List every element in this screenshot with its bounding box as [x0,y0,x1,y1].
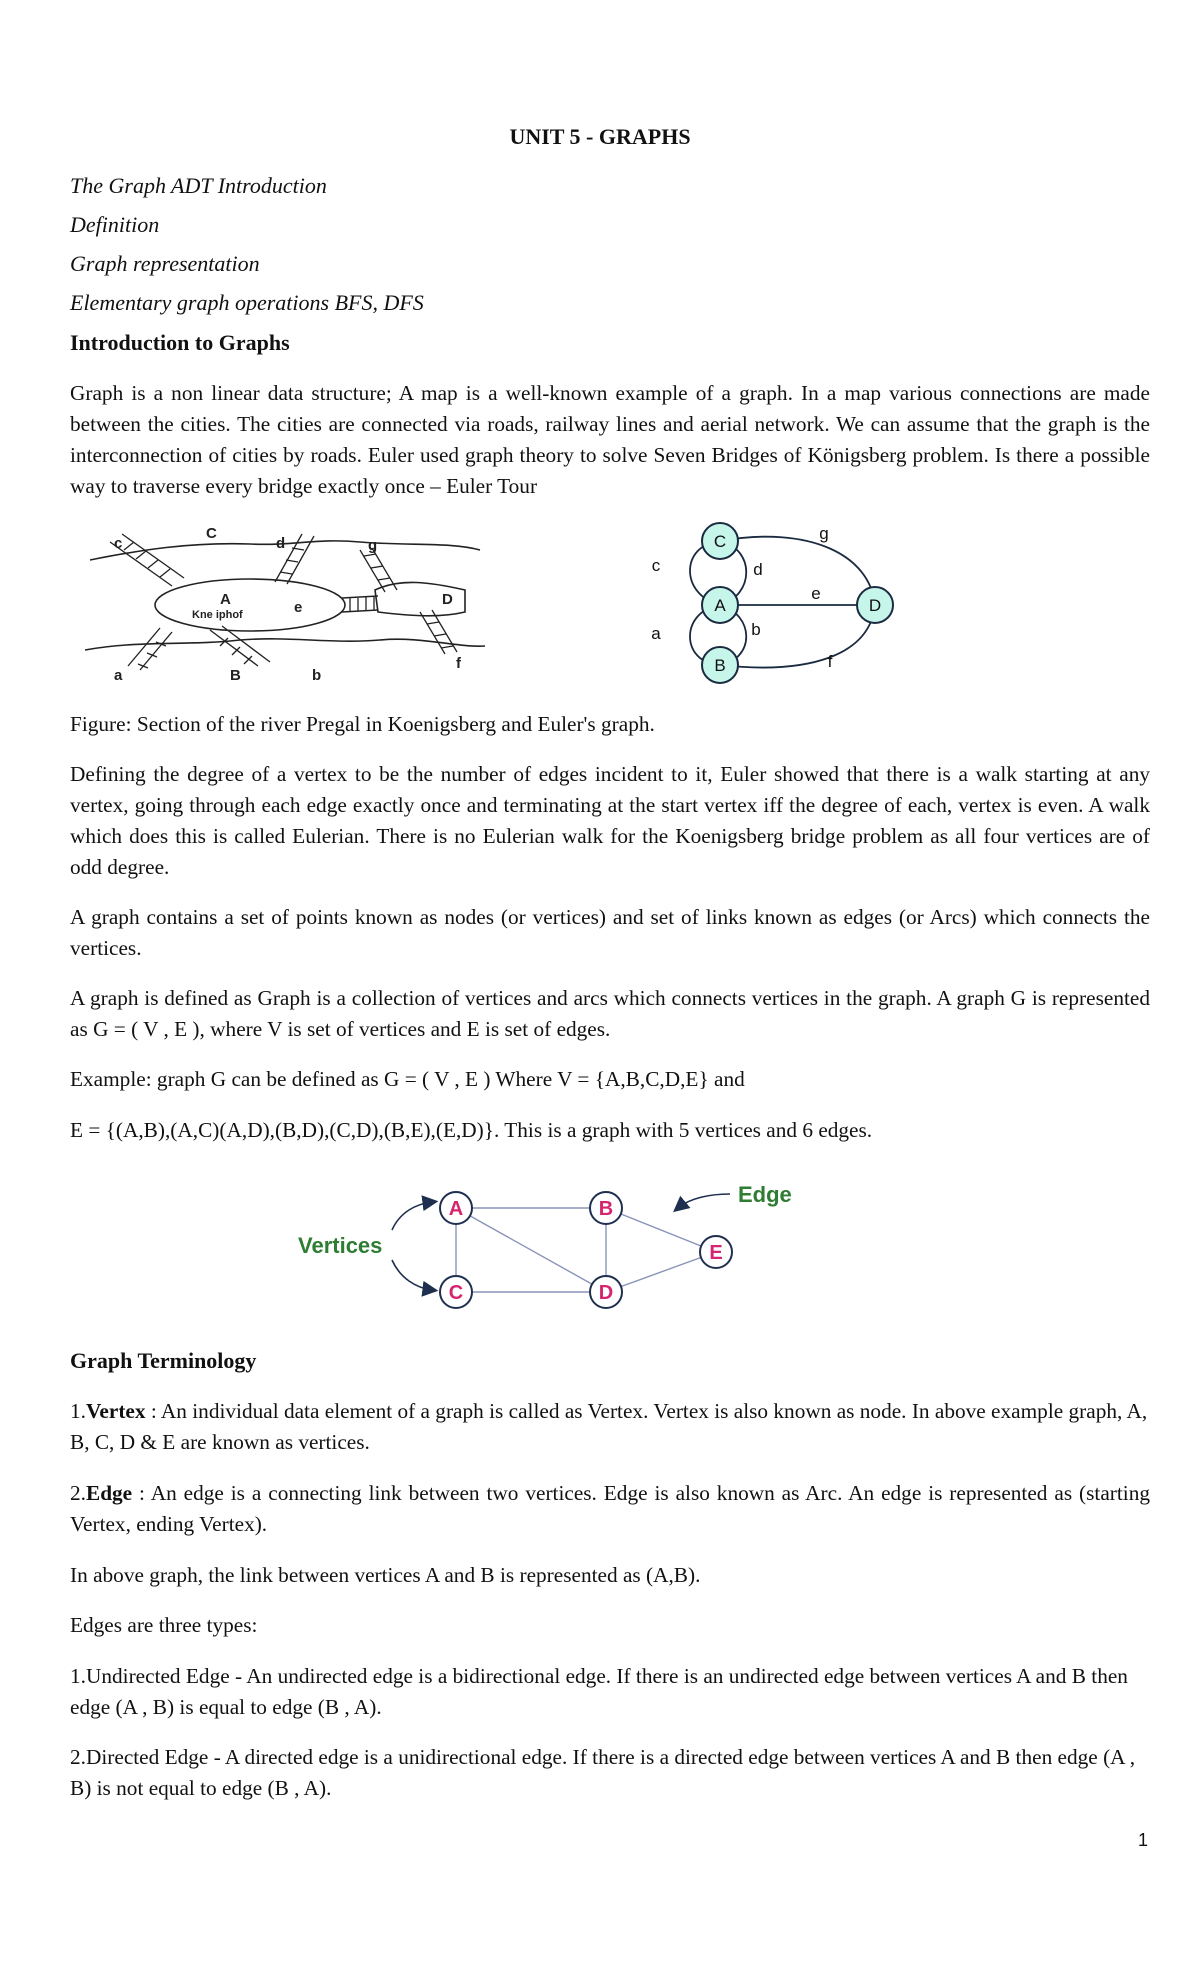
sketch-label-d: d [276,535,286,552]
euler-edge-label: f [827,652,833,671]
topic-item: Elementary graph operations BFS, DFS [70,290,424,315]
page-title: UNIT 5 - GRAPHS [509,124,691,149]
example-graph [290,1170,810,1315]
euler-graph [640,515,910,690]
example-vertex-label: B [598,1198,614,1220]
edge-annotation: Edge [738,1182,792,1207]
sketch-label-b: b [312,667,322,684]
vertices-annotation: Vertices [298,1233,383,1258]
graph-definition-paragraph: A graph is defined as Graph is a collection of vertices and arcs which connects vertices in the graph. A graph G is represented as G = ( V , E ), where V is set of vertices and E is set of edges. [70,986,1150,1041]
edge-def-number: 2. [70,1481,86,1505]
edge-types-paragraph: Edges are three types: [70,1613,258,1637]
euler-vertex-label: C [713,532,727,551]
edge-def-term: Edge [85,1481,133,1505]
euler-vertex-label: A [714,596,726,615]
euler-edge-label: g [819,524,829,543]
euler-vertices [702,523,893,683]
sketch-label-island: Kne iphof [192,609,243,621]
euler-edge-label: a [651,624,661,643]
example-vertex-label: C [448,1282,464,1304]
sketch-label-B: B [230,667,241,684]
vertex-def-text: : An individual data element of a graph is called as Vertex. Vertex is also known as node. In above example graph, A, B, C, D & E are known as vertices. [70,1399,1148,1454]
sketch-label-e: e [294,599,303,616]
euler-edge-label: d [753,560,763,579]
link-paragraph: In above graph, the link between vertices A and B is represented as (A,B). [70,1563,701,1587]
sketch-label-c: c [114,535,123,552]
euler-vertex-label: B [714,656,726,675]
example-vertex-label: E [709,1242,723,1264]
intro-paragraph: Graph is a non linear data structure; A map is a well-known example of a graph. In a map various connections are made between the cities. The cities are connected via roads, railway lines and aerial network. We can assume that the graph is the interconnection of cities by roads. Euler used graph theory to solve Seven Bridges of Königsberg problem. Is there a possible way to traverse every bridge exactly once – Euler Tour [70,381,1150,498]
directed-edge-paragraph: 2.Directed Edge - A directed edge is a unidirectional edge. If there is a directed edge between vertices A and B then edge (A , B) is not equal to edge (B , A). [70,1745,1136,1800]
example-line: Example: graph G can be defined as G = ( V , E ) Where V = {A,B,C,D,E} and [70,1067,745,1091]
sketch-label-a: a [114,667,123,684]
vertex-def-number: 1. [70,1399,86,1423]
euler-vertex-label: D [868,596,882,615]
topic-item: Definition [70,212,160,237]
edge-A-D [456,1208,606,1292]
degree-paragraph: Defining the degree of a vertex to be the number of edges incident to it, Euler showed that there is a walk starting at any vertex, going through each edge exactly once and terminating at the start vertex iff the degree of each, vertex is even. A walk which does this is called Eulerian. There is no Eulerian walk for the Koenigsberg bridge problem as all four vertices are of odd degree. [70,762,1150,879]
page-number: 1 [1137,1830,1148,1850]
edge-def-text: : An edge is a connecting link between two vertices. Edge is also known as Arc. An edge is represented as (starting Vertex, ending Vertex). [70,1481,1150,1536]
figure-caption: Figure: Section of the river Pregal in Koenigsberg and Euler's graph. [70,712,655,736]
edge-definition [70,1478,1150,1540]
sketch-label-f: f [456,655,461,672]
edge-E-D [606,1252,716,1292]
euler-edge-label: c [651,556,661,575]
euler-edge-label: e [811,584,821,603]
topic-item: Graph representation [70,251,260,276]
sketch-label-g: g [368,537,378,554]
section-heading-intro: Introduction to Graphs [70,330,290,355]
example-vertex-label: D [598,1282,614,1304]
section-heading-terminology: Graph Terminology [70,1348,257,1373]
topic-item: The Graph ADT Introduction [70,173,327,198]
undirected-edge-paragraph: 1.Undirected Edge - An undirected edge is a bidirectional edge. If there is an undirected edge between vertices A and B then edge (A , B) is equal to edge (B , A). [70,1664,1128,1719]
edge-B-E [606,1208,716,1252]
graph-contains-paragraph: A graph contains a set of points known as nodes (or vertices) and set of links known as edges (or Arcs) which connects the vertices. [70,905,1150,960]
vertex-def-term: Vertex [85,1399,146,1423]
sketch-label-D: D [442,591,453,608]
sketch-label-A: A [220,591,231,608]
konigsberg-sketch [80,520,500,690]
edge-set-line: E = {(A,B),(A,C)(A,D),(B,D),(C,D),(B,E),(E,D)}. This is a graph with 5 vertices and 6 edges. [70,1118,873,1142]
euler-edge-label: b [751,620,761,639]
vertex-definition [70,1396,1150,1458]
sketch-label-C: C [206,525,217,542]
topic-list [70,166,424,322]
example-vertex-label: A [448,1198,464,1220]
